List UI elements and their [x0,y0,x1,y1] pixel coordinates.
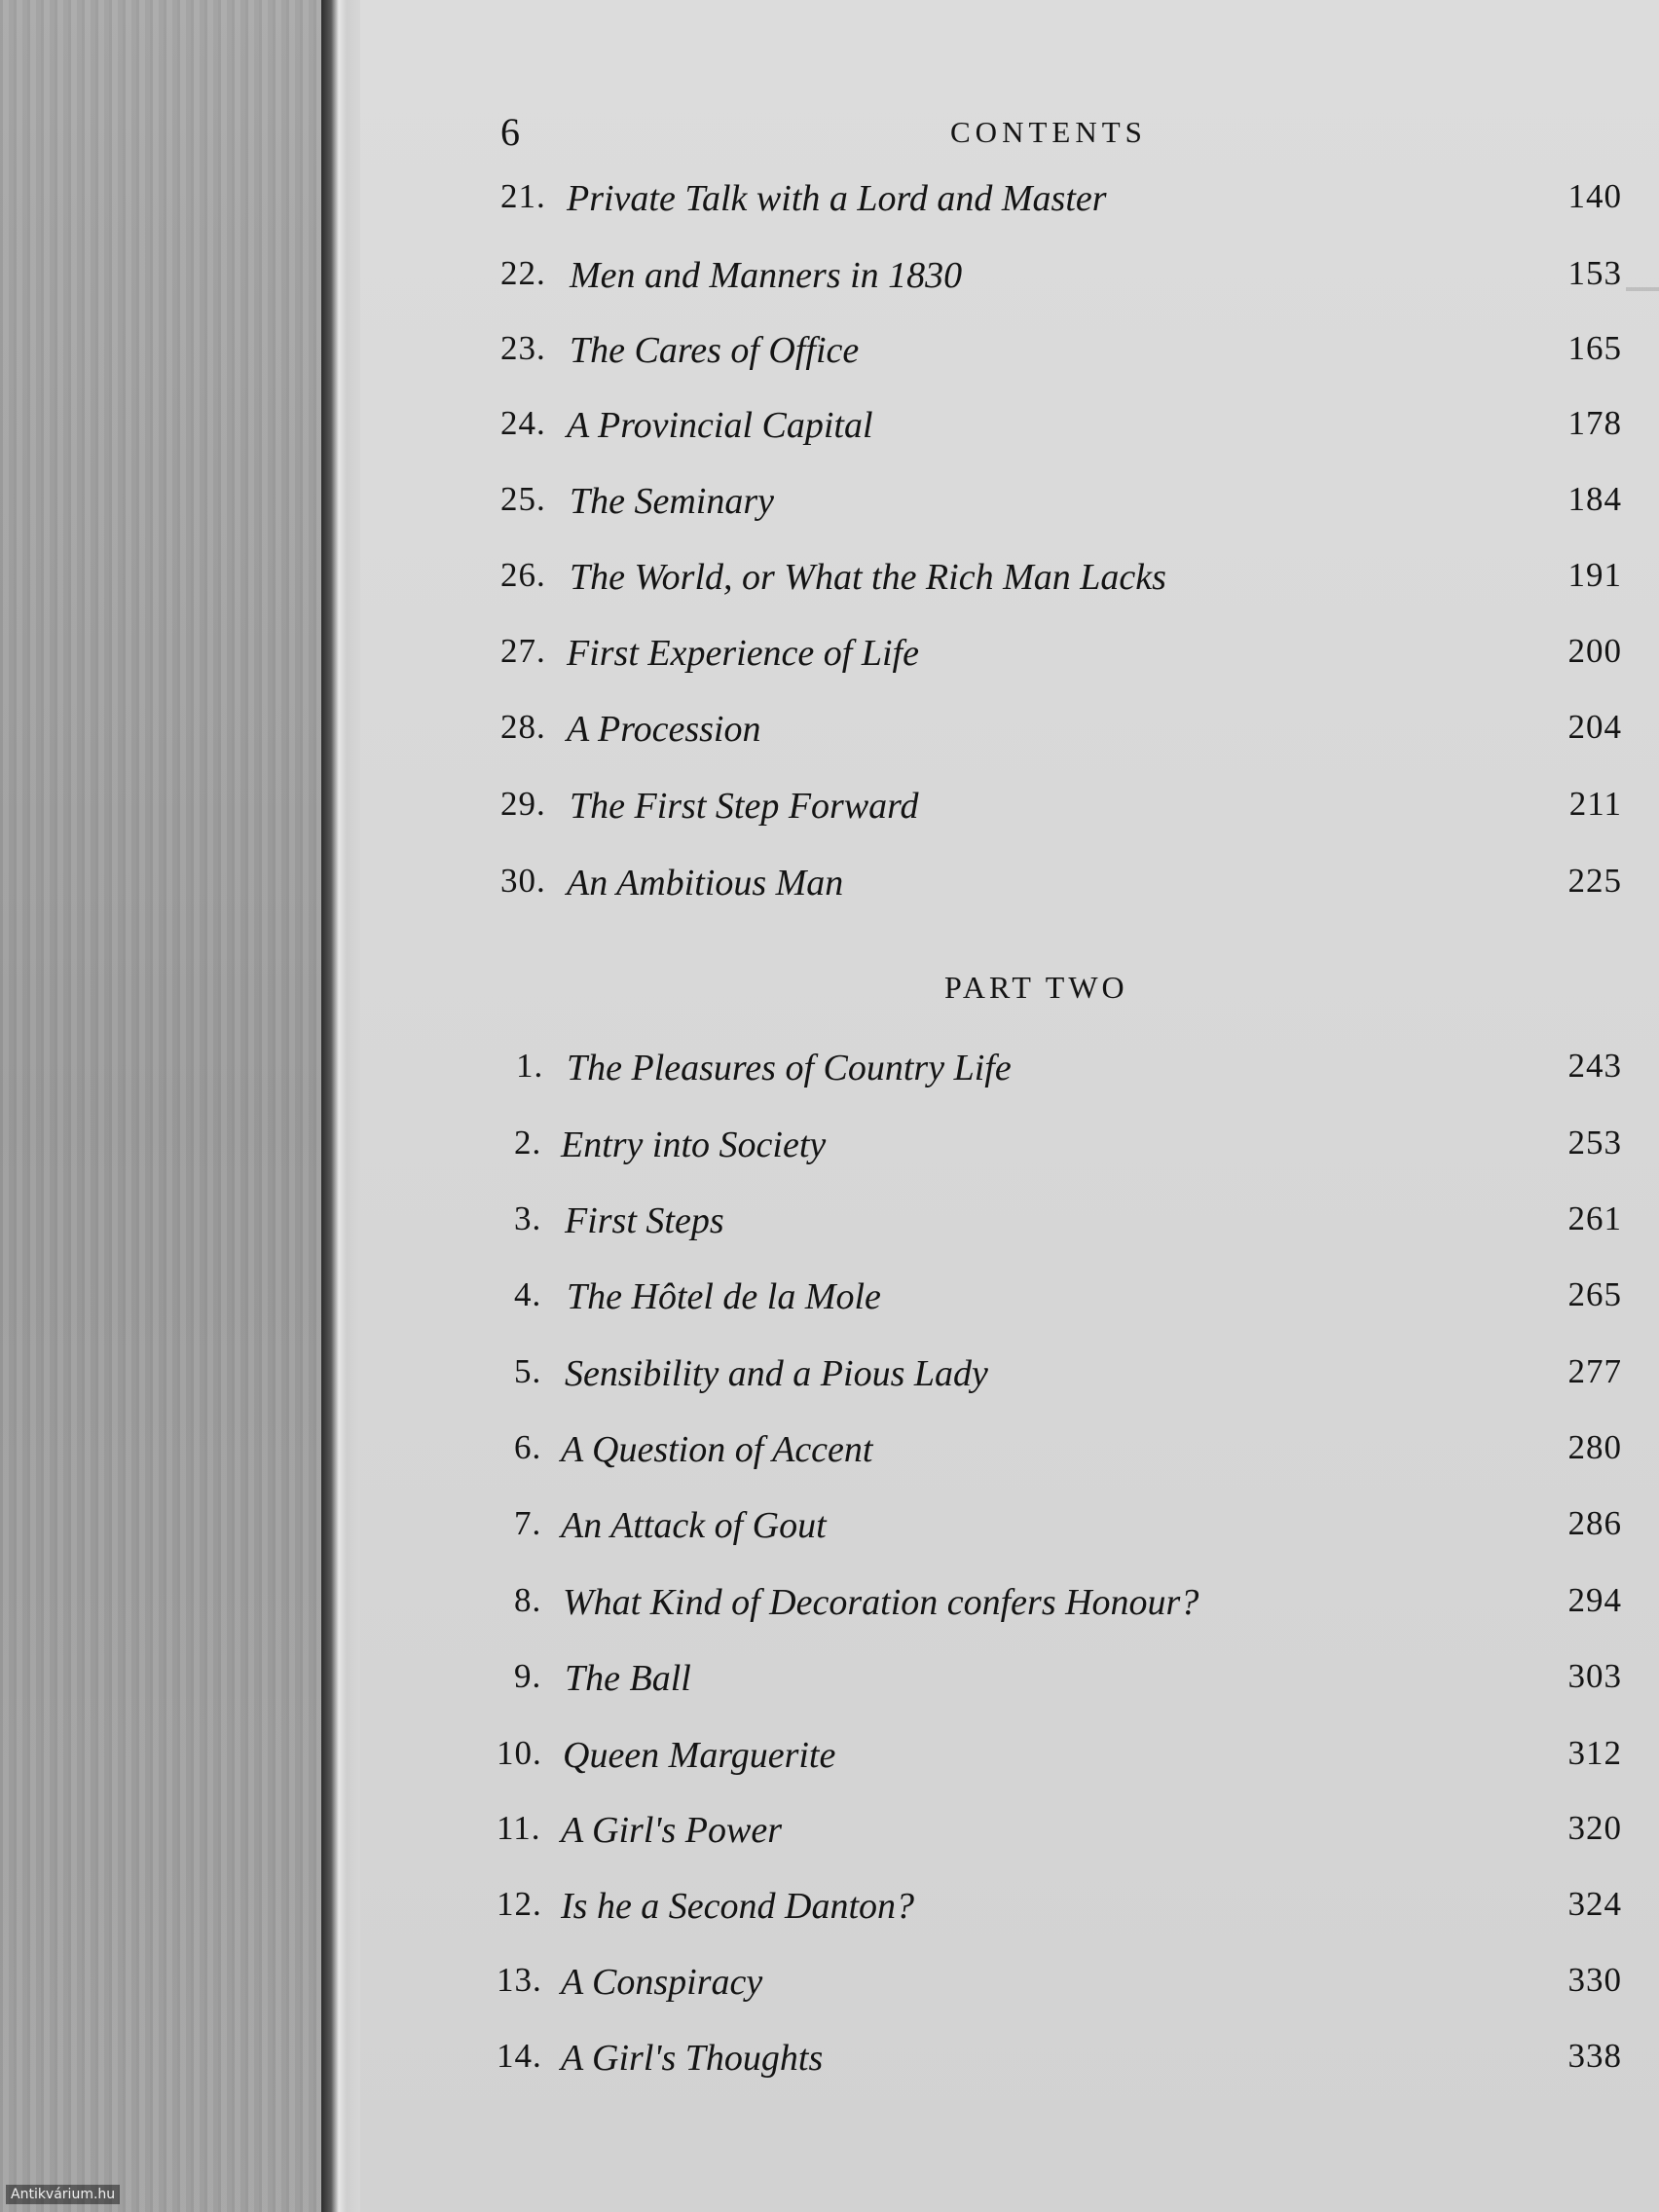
chapter-title: The Ball [565,1658,691,1699]
chapter-number: 8. [514,1581,542,1619]
chapter-number: 5. [514,1352,542,1390]
toc-entry [360,1199,1659,1258]
chapter-page: 280 [1567,1428,1622,1466]
toc-entry [360,556,1659,614]
toc-entry [360,1124,1659,1182]
chapter-number: 2. [514,1124,542,1161]
chapter-number: 25. [500,480,546,518]
chapter-title: An Ambitious Man [567,863,844,903]
toc-entry [360,1885,1659,1943]
chapter-page: 286 [1567,1504,1622,1542]
toc-entry [360,785,1659,843]
chapter-title: A Girl's Power [561,1810,782,1851]
toc-entry [360,1504,1659,1563]
chapter-number: 29. [500,785,546,823]
chapter-page: 191 [1567,556,1622,594]
chapter-page: 265 [1567,1275,1622,1313]
chapter-page: 320 [1567,1809,1622,1847]
chapter-title: The Seminary [570,481,775,522]
chapter-title: Is he a Second Danton? [561,1886,915,1927]
chapter-title: What Kind of Decoration confers Honour? [563,1582,1199,1623]
toc-entry [360,480,1659,538]
chapter-title: Sensibility and a Pious Lady [565,1353,988,1394]
chapter-title: The Pleasures of Country Life [567,1048,1012,1088]
chapter-title: First Steps [565,1200,724,1241]
chapter-page: 253 [1567,1124,1622,1161]
chapter-title: The World, or What the Rich Man Lacks [570,557,1166,598]
chapter-page: 178 [1567,404,1622,442]
toc-entry [360,177,1659,236]
chapter-number: 13. [497,1961,542,1999]
chapter-page: 200 [1567,632,1622,670]
chapter-number: 6. [514,1428,542,1466]
chapter-number: 22. [500,254,546,292]
chapter-page: 312 [1567,1734,1622,1772]
chapter-number: 10. [497,1734,542,1772]
toc-entry [360,1961,1659,2019]
chapter-title: The First Step Forward [570,786,919,827]
chapter-page: 243 [1567,1047,1622,1085]
chapter-title: Queen Marguerite [563,1735,836,1776]
chapter-number: 7. [514,1504,542,1542]
chapter-page: 225 [1567,862,1622,900]
chapter-page: 294 [1567,1581,1622,1619]
chapter-number: 11. [497,1809,541,1847]
chapter-page: 204 [1567,708,1622,746]
chapter-page: 184 [1567,480,1622,518]
chapter-number: 12. [497,1885,542,1923]
chapter-title: Men and Manners in 1830 [570,255,963,296]
chapter-page: 165 [1567,329,1622,367]
chapter-title: First Experience of Life [567,633,919,674]
chapter-title: A Question of Accent [561,1429,873,1470]
chapter-title: A Conspiracy [561,1962,763,2003]
chapter-page: 140 [1567,177,1622,215]
chapter-number: 27. [500,632,546,670]
chapter-page: 324 [1567,1885,1622,1923]
chapter-page: 211 [1568,785,1622,823]
toc-entry [360,329,1659,387]
toc-entry [360,404,1659,462]
book-page [360,0,1659,2212]
toc-entry [360,1809,1659,1867]
chapter-number: 9. [514,1657,542,1695]
chapter-title: The Hôtel de la Mole [567,1276,881,1317]
chapter-number: 3. [514,1199,542,1237]
toc-entry [360,2037,1659,2095]
chapter-number: 23. [500,329,546,367]
watermark-label: Antikvárium.hu [6,2185,120,2204]
chapter-number: 1. [516,1047,544,1085]
toc-entry [360,1657,1659,1715]
chapter-page: 277 [1567,1352,1622,1390]
chapter-page: 338 [1567,2037,1622,2075]
chapter-number: 30. [500,862,546,900]
chapter-title: An Attack of Gout [561,1505,827,1546]
toc-entry [360,254,1659,313]
part-two-heading: PART TWO [944,970,1128,1005]
toc-entry [360,1275,1659,1334]
toc-entry [360,708,1659,766]
chapter-title: Private Talk with a Lord and Master [567,178,1107,219]
toc-entry [360,1734,1659,1792]
chapter-number: 4. [514,1275,542,1313]
chapter-number: 21. [500,177,546,215]
chapter-number: 28. [500,708,546,746]
toc-entry [360,1352,1659,1411]
chapter-page: 153 [1567,254,1622,292]
table-of-contents [360,0,1659,2212]
contents-heading: CONTENTS [950,115,1147,149]
toc-entry [360,632,1659,690]
toc-entry [360,1581,1659,1640]
chapter-number: 14. [497,2037,542,2075]
chapter-title: A Provincial Capital [567,405,873,446]
toc-entry [360,862,1659,920]
toc-entry [360,1428,1659,1487]
chapter-page: 303 [1567,1657,1622,1695]
chapter-title: A Girl's Thoughts [561,2038,824,2079]
chapter-number: 26. [500,556,546,594]
chapter-title: A Procession [567,709,761,750]
page-number: 6 [500,110,520,154]
chapter-page: 261 [1567,1199,1622,1237]
chapter-title: The Cares of Office [570,330,860,371]
chapter-title: Entry into Society [561,1124,827,1165]
chapter-number: 24. [500,404,546,442]
chapter-page: 330 [1567,1961,1622,1999]
toc-entry [360,1047,1659,1105]
